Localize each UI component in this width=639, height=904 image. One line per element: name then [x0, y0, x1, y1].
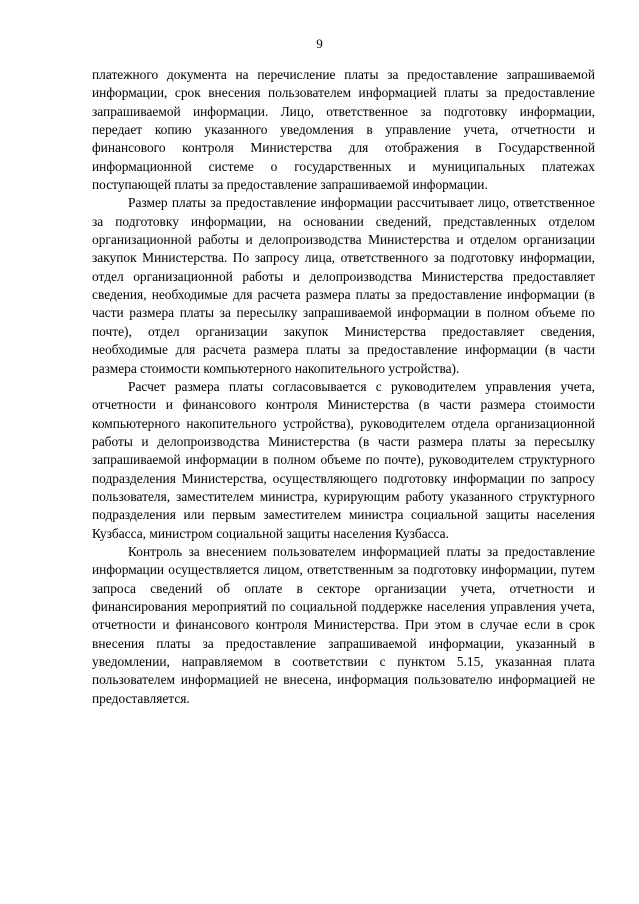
page-number: 9 — [316, 36, 323, 51]
paragraph-fee-approval: Расчет размера платы согласовывается с руководителем управления учета, отчетности и финансового контроля Министерства (в части размера стоимости компьютерного накопительного устройства), руководителем отдела организационной работы и делопроизводства Министерства (в части размера платы за пересылку запрашиваемой информации в полном объеме по почте), руководителем структурного подразделения Министерства, осуществляющего подготовку информации по запросу пользователя, заместителем министра, курирующим работу указанного структурного подразделения или первым заместителем министра социальной защиты населения Кузбасса, министром социальной защиты населения Кузбасса. — [92, 378, 595, 541]
document-body — [92, 66, 595, 708]
paragraph-payment-control: Контроль за внесением пользователем информацией платы за предоставление информации осуществляется лицом, ответственным за подготовку информации, путем запроса сведений об оплате в секторе организации учета, отчетности и финансирования мероприятий по социальной поддержке населения управления учета, отчетности и финансового контроля Министерства. При этом в случае если в срок внесения платы за предоставление запрашиваемой информации, указанный в уведомлении, направляемом в соответствии с пунктом 5.15, указанная плата пользователем информацией не внесена, информация пользователю информацией не предоставляется. — [92, 543, 595, 706]
paragraph-fee-calculation: Размер платы за предоставление информации рассчитывает лицо, ответственное за подготовку информации, на основании сведений, представленных отделом организационной работы и делопроизводства Министерства и отделом организации закупок Министерства. По запросу лица, ответственного за подготовку информации, отдел организационной работы и делопроизводства Министерства предоставляет сведения, необходимые для расчета размера платы за предоставление информации (в части размера платы за пересылку запрашиваемой информации в полном объеме по почте), отдел организации закупок Министерства предоставляет сведения, необходимые для расчета размера платы за предоставление информации (в части размера стоимости компьютерного накопительного устройства). — [92, 195, 595, 376]
paragraph-continuation: платежного документа на перечисление платы за предоставление запрашиваемой информации, срок внесения пользователем информацией платы за предоставление запрашиваемой информации. Лицо, ответственное за подготовку информации, передает копию указанного уведомления в управление учета, отчетности и финансового контроля Министерства для отображения в Государственной информационной системе о государственных и муниципальных платежах поступающей платы за предоставление запрашиваемой информации. — [92, 67, 595, 193]
